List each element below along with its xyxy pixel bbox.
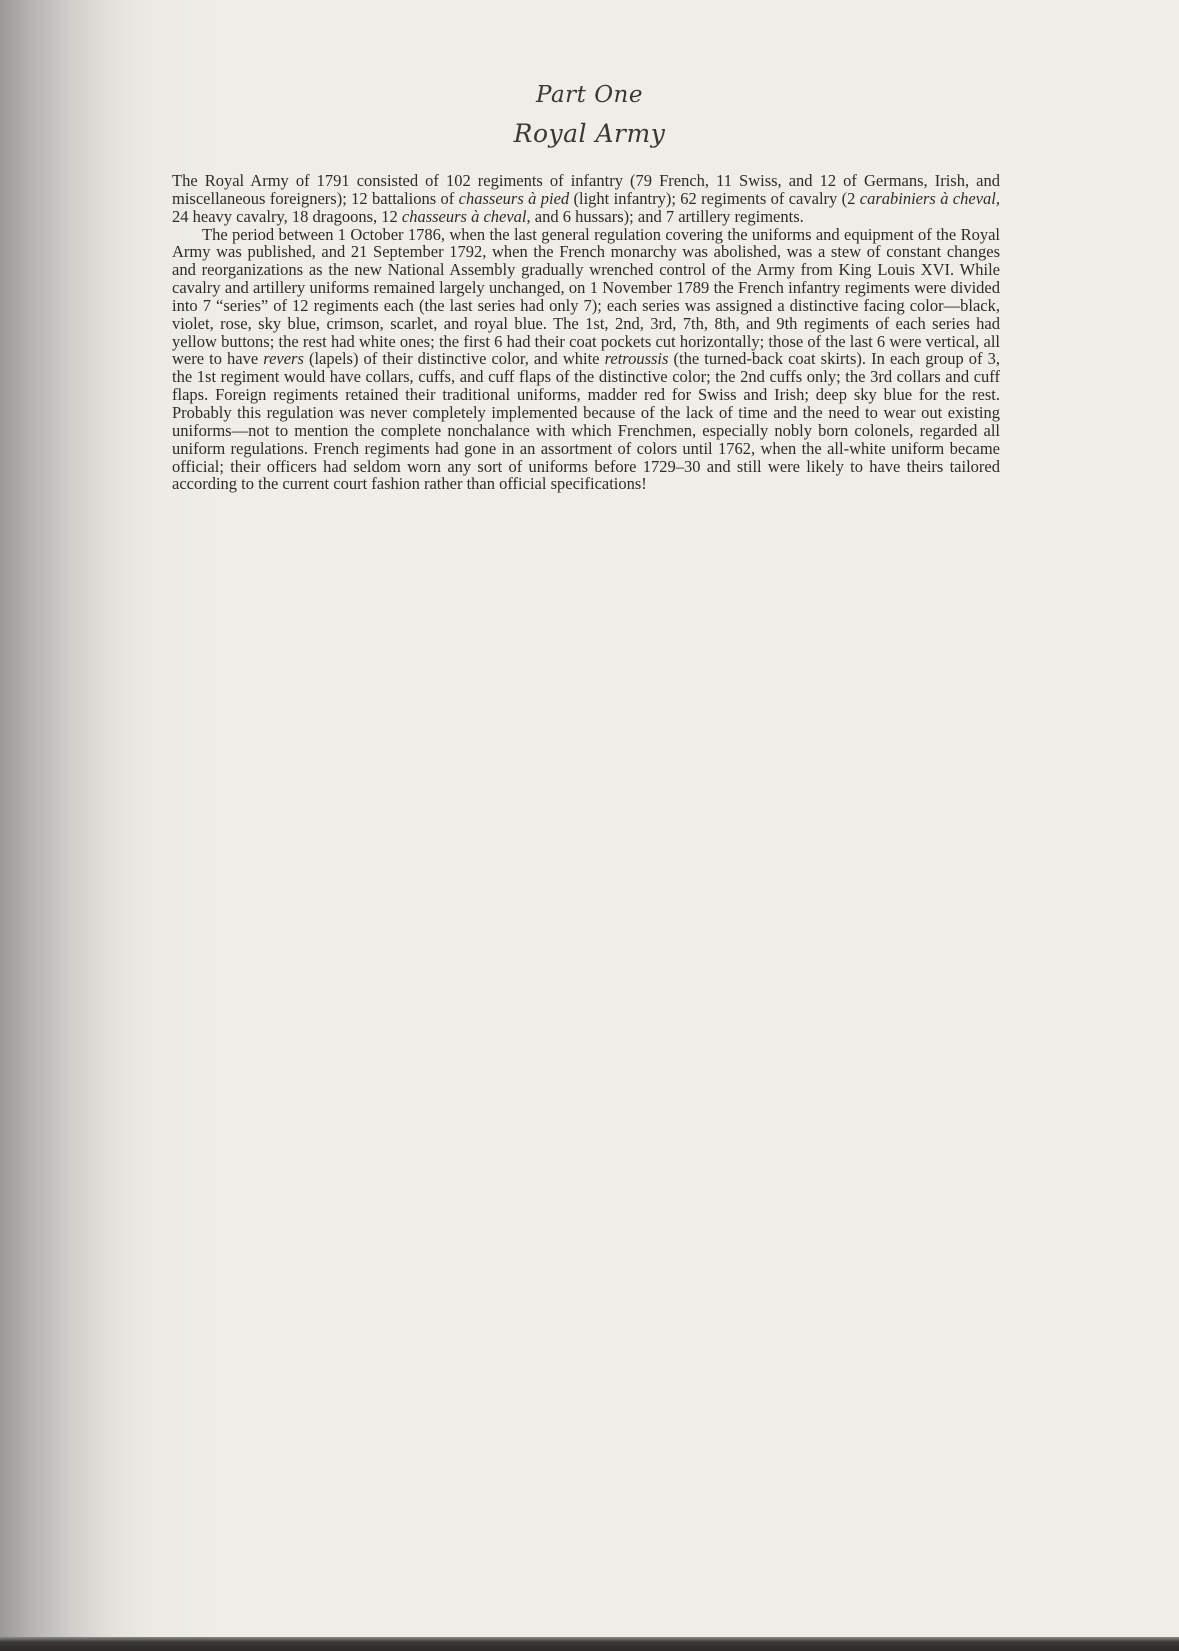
text-segment: and 6 hussars); and 7 artillery regiments.: [530, 206, 804, 226]
text-segment: (the turned-back coat skirts). In each group of 3, the 1st regiment would have collars, cuffs, and cuff flaps of the distinctive color; the 2nd cuffs only; the 3rd collars and cuff flaps. Foreign regiments retained their traditional uniforms, madder red for Swiss and Irish; deep sky blue for the rest. Probably this regulation was never completely implemented because of the lack of time and the need to wear out existing uniforms—not to mention the complete nonchalance with which Frenchmen, especially nobly born colonels, regarded all uniform regulations. French regiments had gone in an assortment of colors until 1762, when the all-white uniform became official; their officers had seldom worn any sort of uniforms before 1729–30 and still were likely to have theirs tailored according to the current court fashion rather than official specifications!: [172, 349, 1001, 494]
text-segment: 24 heavy cavalry, 18 dragoons, 12: [172, 206, 402, 226]
section-title: Royal Army: [513, 119, 666, 148]
italic-term: chasseurs à pied: [458, 188, 570, 208]
paragraph-intro: [172, 172, 1000, 226]
text-segment: The Royal Army of 1791 consisted of 102 regiments of infantry (79 French, 11 Swiss, and 12 of Germans, Irish, and miscellaneous foreigners); 12 battalions of: [172, 171, 1000, 208]
text-segment: (light infantry); 62 regiments of cavalry (2: [569, 188, 860, 208]
italic-term: retroussis: [604, 349, 669, 369]
paragraph-regulations: [172, 226, 1000, 494]
text-segment: The period between 1 October 1786, when the last general regulation covering the uniforms and equipment of the Royal Army was published, and 21 September 1792, when the French monarchy was abolished, was a stew of constant changes and reorganizations as the new National Assembly gradually wrenched control of the Army from King Louis XVI. While cavalry and artillery uniforms remained largely unchanged, on 1 November 1789 the French infantry regiments were divided into 7 “series” of 12 regiments each (the last series had only 7); each series was assigned a distinctive facing color—black, violet, rose, sky blue, crimson, scarlet, and royal blue. The 1st, 2nd, 3rd, 7th, 8th, and 9th regiments of each series had yellow buttons; the rest had white ones; the first 6 had their coat pockets cut horizontally; those of the last 6 were vertical, all were to have: [172, 224, 1000, 369]
body-text: [172, 172, 1000, 493]
italic-term: revers: [263, 349, 304, 369]
text-segment: (lapels) of their distinctive color, and white: [303, 349, 605, 369]
italic-term: carabiniers à cheval,: [859, 188, 1000, 208]
part-title: Part One: [536, 82, 643, 108]
page-bottom-edge: [0, 1637, 1179, 1651]
italic-term: chasseurs à cheval,: [401, 206, 531, 226]
